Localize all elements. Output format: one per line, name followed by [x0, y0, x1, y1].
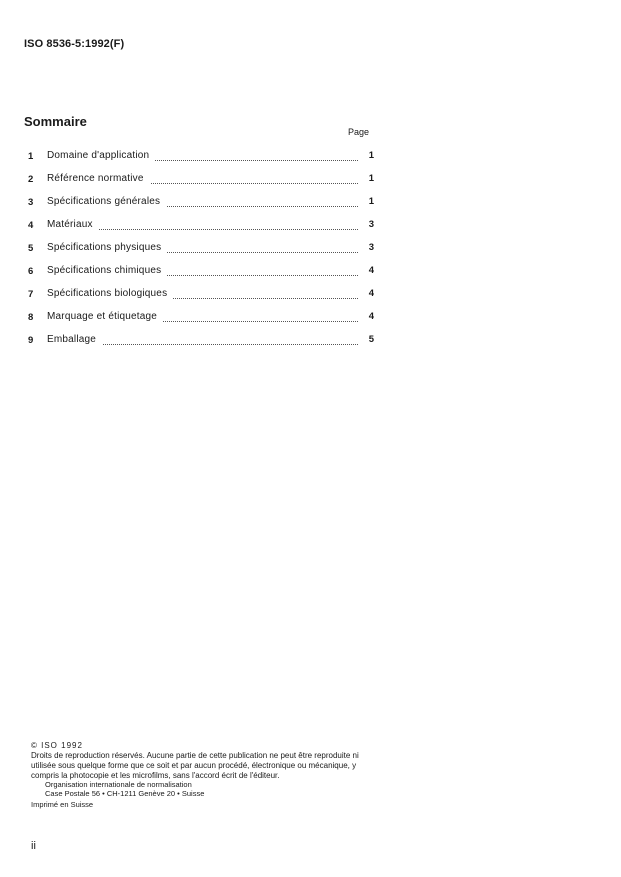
toc-entry-number: 9 — [28, 335, 34, 346]
toc-entry-page: 3 — [368, 219, 374, 230]
toc-entry[interactable] — [28, 171, 374, 194]
toc-entry-label: Référence normative — [47, 173, 150, 184]
toc-entry-number: 5 — [28, 243, 34, 254]
toc-entry-label: Domaine d'application — [47, 150, 155, 161]
toc-entry-label: Matériaux — [47, 219, 99, 230]
page-folio: ii — [31, 840, 36, 852]
toc-entry-label: Spécifications biologiques — [47, 288, 173, 299]
toc-entry-number: 4 — [28, 220, 34, 231]
toc-entry-number: 8 — [28, 312, 34, 323]
copyright-line: © ISO 1992 — [31, 741, 83, 750]
toc-entry-label: Emballage — [47, 334, 102, 345]
toc-entry-label: Spécifications physiques — [47, 242, 167, 253]
copyright-notice — [31, 741, 381, 781]
toc-list — [28, 148, 374, 355]
toc-entry-number: 1 — [28, 151, 34, 162]
toc-entry-page: 4 — [368, 311, 374, 322]
toc-entry-label: Marquage et étiquetage — [47, 311, 163, 322]
toc-entry[interactable] — [28, 148, 374, 171]
copyright-text: Droits de reproduction réservés. Aucune partie de cette publication ne peut être reproduite ni utilisée sous quelque forme que ce soit et par aucun procédé, électronique ou mécanique, y compris la photocopie et les microfilms, sans l'accord écrit de l'éditeur. — [31, 751, 359, 780]
document-reference: ISO 8536-5:1992(F) — [24, 38, 125, 50]
toc-entry-page: 3 — [368, 242, 374, 253]
toc-entry[interactable] — [28, 217, 374, 240]
toc-entry[interactable] — [28, 332, 374, 355]
toc-entry-page: 4 — [368, 265, 374, 276]
toc-entry-number: 3 — [28, 197, 34, 208]
org-address: Case Postale 56 • CH-1211 Genève 20 • Suisse — [45, 789, 205, 798]
toc-entry-number: 7 — [28, 289, 34, 300]
toc-entry[interactable] — [28, 263, 374, 286]
toc-entry-label: Spécifications chimiques — [47, 265, 167, 276]
toc-entry[interactable] — [28, 194, 374, 217]
toc-entry[interactable] — [28, 240, 374, 263]
toc-entry[interactable] — [28, 309, 374, 332]
publisher-address — [45, 780, 204, 798]
page-column-label: Page — [348, 127, 370, 137]
toc-entry-page: 1 — [368, 150, 374, 161]
toc-entry-page: 1 — [368, 173, 374, 184]
printed-in: Imprimé en Suisse — [31, 800, 94, 809]
toc-entry[interactable] — [28, 286, 374, 309]
toc-entry-page: 4 — [368, 288, 374, 299]
toc-entry-number: 6 — [28, 266, 34, 277]
toc-entry-number: 2 — [28, 174, 34, 185]
toc-entry-label: Spécifications générales — [47, 196, 166, 207]
toc-entry-page: 1 — [368, 196, 374, 207]
org-name: Organisation internationale de normalisation — [45, 780, 192, 789]
toc-entry-page: 5 — [368, 334, 374, 345]
toc-title: Sommaire — [24, 114, 87, 129]
